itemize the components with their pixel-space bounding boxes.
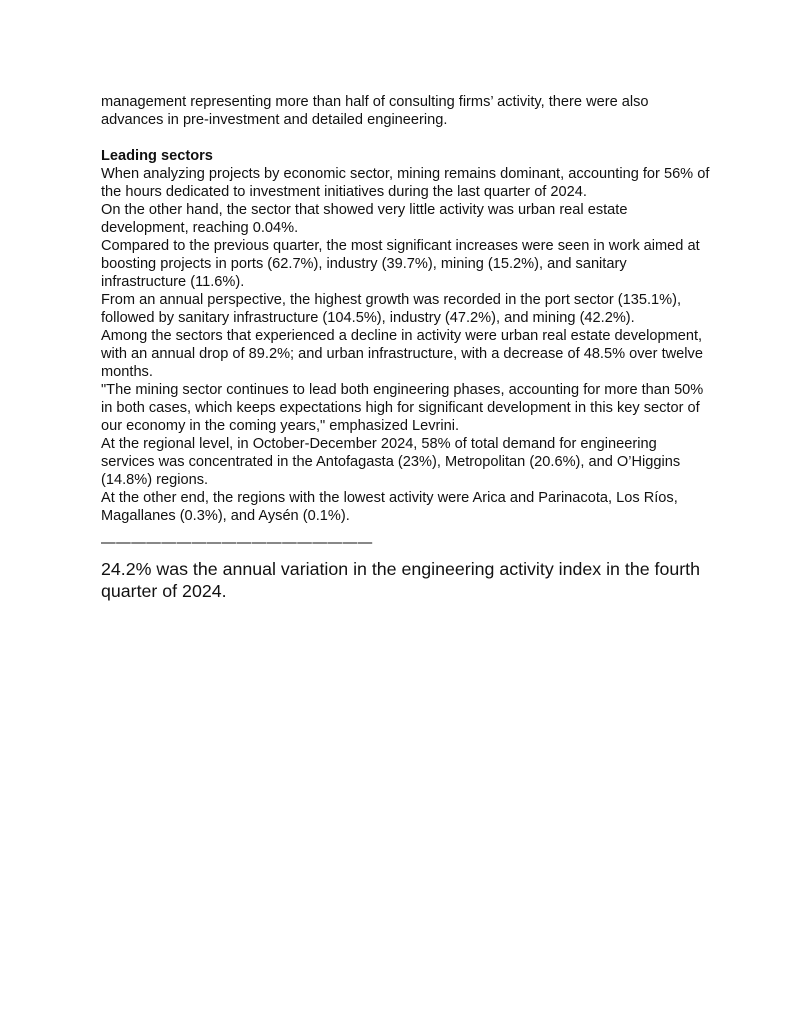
body-paragraph: At the other end, the regions with the lowest activity were Arica and Parinacota, Los Ríos, Magallanes (0.3%), and Aysén (0.1%). — [101, 490, 678, 524]
body-paragraph: When analyzing projects by economic sector, mining remains dominant, accounting for 56% of the hours dedicated to investment initiatives during the last quarter of 2024. — [101, 166, 710, 200]
intro-paragraph: management representing more than half of consulting firms’ activity, there were also advances in pre-investment and detailed engineering. — [101, 94, 649, 128]
callout-statistic: 24.2% was the annual variation in the engineering activity index in the fourth quarter of 2024. — [101, 559, 701, 601]
body-paragraph: Among the sectors that experienced a decline in activity were urban real estate development, with an annual drop of 89.2%; and urban infrastructure, with a decrease of 48.5% over twelve months. — [101, 328, 703, 380]
paragraph-spacer — [101, 129, 711, 147]
body-paragraph: On the other hand, the sector that showed very little activity was urban real estate development, reaching 0.04%. — [101, 202, 628, 236]
body-paragraph: From an annual perspective, the highest growth was recorded in the port sector (135.1%), followed by sanitary infrastructure (104.5%), industry (47.2%), and mining (42.2%). — [101, 292, 682, 326]
document-page — [101, 93, 711, 602]
section-heading: Leading sectors — [101, 148, 213, 164]
body-paragraph: Compared to the previous quarter, the most significant increases were seen in work aimed at boosting projects in ports (62.7%), industry (39.7%), mining (15.2%), and sanitary infrastructure (11.6%). — [101, 238, 700, 290]
body-paragraph: At the regional level, in October-December 2024, 58% of total demand for engineering services was concentrated in the Antofagasta (23%), Metropolitan (20.6%), and O’Higgins (14.8%) regions. — [101, 436, 681, 488]
separator-line: —————————————————— — [101, 535, 373, 551]
quote-paragraph: "The mining sector continues to lead both engineering phases, accounting for more than 50% in both cases, which keeps expectations high for significant development in this key sector of our economy in the coming years," emphasized Levrini. — [101, 382, 704, 434]
